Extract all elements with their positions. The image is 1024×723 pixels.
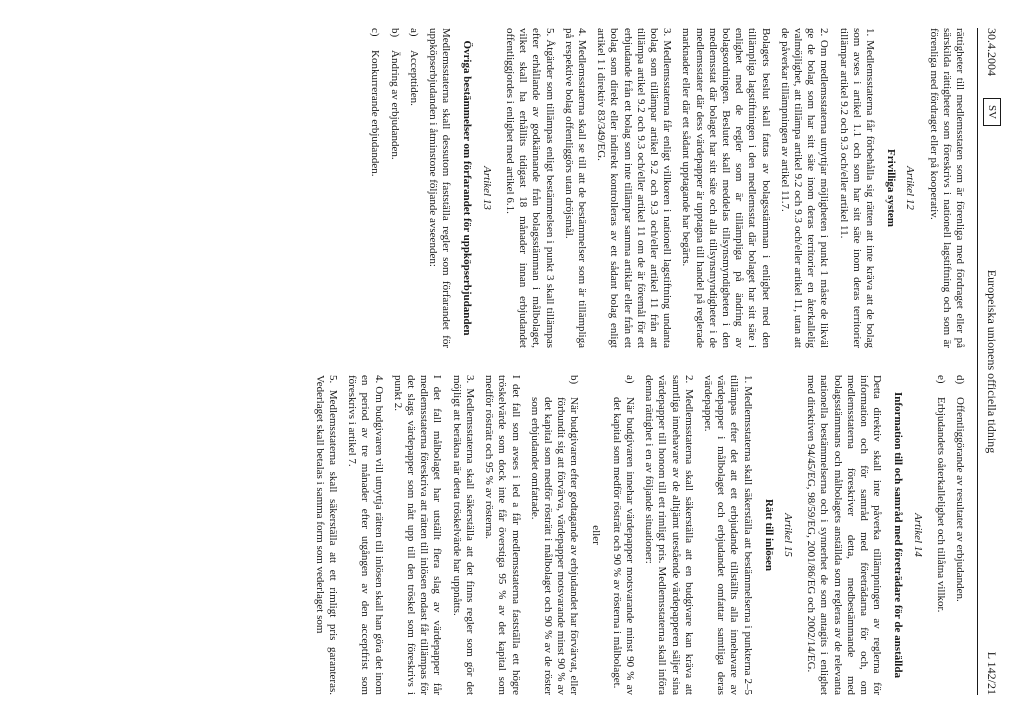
article-15-title: Rätt till inlösen xyxy=(762,498,775,572)
list-item-label: e) xyxy=(934,375,947,384)
header-date: 30.4.2004 xyxy=(985,28,999,76)
header-page-ref: L 142/21 xyxy=(985,651,999,695)
list-item-text: Offentliggörande av resultatet av erbjudanden. xyxy=(954,397,966,602)
list-item xyxy=(934,375,947,695)
article-12-title: Frivilliga system xyxy=(885,149,898,227)
article-15-number: Artikel 15 xyxy=(781,513,794,557)
list-item-label: d) xyxy=(954,375,966,385)
list-item-label: c) xyxy=(369,28,382,37)
list-item xyxy=(407,28,420,348)
list-item-text: Ändring av erbjudanden. xyxy=(388,50,401,160)
list-item-text: Accepttiden. xyxy=(407,50,420,106)
header-journal-title: Europeiska unionens officiella tidning xyxy=(985,269,999,454)
list-item-text: Konkurrerande erbjudanden. xyxy=(369,50,382,177)
page-header xyxy=(982,28,1002,695)
list-item-label: b) xyxy=(568,375,581,385)
list-item-text: När budgivaren efter godtagande av erbjudandet har förvärvat, eller förbundit sig att förvärva, värdepapper motsvarande minst 90 % av det kapital som medför rösträtt i målbolaget och 90 % av de röster som erbjudandet omfattade. xyxy=(528,397,581,695)
paragraph: 5. Medlemsstaterna skall säkerställa att ett rimligt pris garanteras. Vederlaget skall betalas i samma form som vederlaget som xyxy=(313,375,340,695)
list-item-label: a) xyxy=(407,28,420,37)
article-13-number: Artikel 13 xyxy=(480,166,493,210)
list-item xyxy=(953,375,966,695)
paragraph: 1. Medlemsstaterna skall säkerställa att bestämmelserna i punkterna 2–5 tillämpas efter det att ett erbjudande tillställts alla innehavare av värdepapper i målbolaget och erbjudandet omfattar samtliga deras värdepapper. xyxy=(701,375,754,695)
list-item xyxy=(610,375,636,695)
list-item xyxy=(368,28,381,348)
paragraph: Bolagets beslut skall fattas av bolagsstämman i enlighet med den tillämpliga lagstiftningen i den medlemsstat där bolaget har sitt säte i enlighet med de regler som är tillämpliga på ändring av bolagsordningen. Beslutet skall meddelas tillsynsmyndigheten i den medlemsstat där bolaget har sitt säte och alla tillsynsmyndigheter i de medlemsstater där dess värdepapper är upptagna till handel på reglerade marknader eller där ett sådant upptagande har begärts. xyxy=(680,28,772,348)
paragraph: I det fall målbolaget har utställt flera slag av värdepapper får medlemsstaterna föreskriva att rätten till inlösen endast får tillämpas för det slags värdepapper som nått upp till den tröskel som föreskrivs i punkt 2. xyxy=(391,375,444,695)
paragraph: 2. Om medlemsstaterna utnyttjar möjligheten i punkt 1 måste de likväl ge de bolag som har sitt säte inom deras territorier en återkallelig valmöjlighet, att tillämpa artikel 9.2 och 9.3 och/eller artikel 11, utan att de påverkar tillämpningen av artikel 11.7. xyxy=(778,28,831,348)
list-item xyxy=(528,375,581,695)
article-12-number: Artikel 12 xyxy=(904,166,917,210)
paragraph: 3. Medlemsstaterna skall säkerställa att det finns regler som gör det möjligt att beräkna när detta tröskelvärde har uppnåtts. xyxy=(450,375,476,695)
list-item-label: b) xyxy=(388,28,401,38)
paragraph: Medlemsstaterna skall dessutom fastställa regler som förfarandet för uppköpserbjudanden i åtminstone följande avseenden: xyxy=(427,28,453,348)
paragraph: Detta direktiv skall inte påverka tillämpningen av reglerna för information och för samråd med företrädarna för och, om medlemsstaterna föreskriver detta, medbestämmande med bolagsstämmans och målbolagets anställda som regleras av de relevanta nationella bestämmelserna och i synnerhet de som antagits i enlighet med direktiven 94/45/EG, 98/59/EG, 2001/86/EG och 2002/14/EG. xyxy=(805,375,884,695)
paragraph: 1. Medlemsstaterna får förbehålla sig rätten att inte kräva att de bolag som avses i artikel 1.1 och som har sitt säte inom deras territorier tillämpar artikel 9.2 och 9.3 och/eller artikel 11. xyxy=(837,28,876,348)
header-rule xyxy=(977,28,978,695)
article-14-title: Information till och samråd med företrädare för de anställda xyxy=(892,392,905,678)
article-13-title: Övriga bestämmelser om förfarandet för uppköpserbjudanden xyxy=(461,40,474,336)
paragraph: 4. Om budgivaren vill utnyttja rätten till inlösen skall han göra det inom en period av tre månader efter utgången av den acceptfrist som föreskrivs i artikel 7. xyxy=(346,375,385,695)
article-14-number: Artikel 14 xyxy=(911,513,924,557)
left-column xyxy=(362,28,966,348)
list-item-text: Erbjudandets oåterkallelighet och tillåtna villkor. xyxy=(934,397,947,613)
paragraph: rättigheter till medlemsstaten som är förenliga med fördraget eller på särskilda rättigheter som föreskrivs i nationell lagstiftning och som är förenliga med fördraget eller på kooperativ. xyxy=(927,28,966,348)
paragraph: I det fall som avses i led a får medlemsstaterna fastställa ett högre tröskelvärde som dock inte får överstiga 95 % av det kapital som medför rösträtt och 95 % av rösterna. xyxy=(483,375,522,695)
or-separator: eller xyxy=(589,525,602,545)
list-item xyxy=(387,28,400,348)
list-item-text: När budgivaren innehar värdepapper motsvarande minst 90 % av det kapital som medför rösträtt och 90 % av rösterna i målbolaget. xyxy=(610,397,636,695)
right-column xyxy=(307,375,966,695)
paragraph: 5. Åtgärder som tillämpas enligt bestämmelsen i punkt 3 skall tillämpas efter erhållande av godkännande från bolagsstämman i målbolaget, vilket skall ha erhållits tidigast 18 månader innan erbjudandet offentliggjordes i enlighet med artikel 6.1. xyxy=(503,28,556,348)
paragraph: 3. Medlemsstaterna får enligt villkoren i nationell lagstiftning undanta bolag som tillämpar artikel 9.2 och 9.3 och/eller artikel 11 från att tillämpa artikel 9.2 och 9.3 och/eller artikel 11 om de är föremål för ett erbjudande från ett bolag som inte tillämpar samma artiklar eller från ett bolag som direkt eller indirekt kontrolleras av ett sådant bolag enligt artikel 1 i direktiv 83/349/EG. xyxy=(595,28,674,348)
list-item-label: a) xyxy=(623,375,636,384)
paragraph: 2. Medlemsstaterna skall säkerställa att en budgivare kan kräva att samtliga innehavare av de alltjämt utestående värdepapperen säljer sina värdepapper till honom till ett rimligt pris. Medlemsstaterna skall införa denna rättighet i en av följande situationer: xyxy=(643,375,695,695)
header-language-box: SV xyxy=(983,98,1001,126)
paragraph: 4. Medlemsstaterna skall se till att de bestämmelser som är tillämpliga på respektive bolag offentliggörs utan dröjsmål. xyxy=(562,28,588,348)
